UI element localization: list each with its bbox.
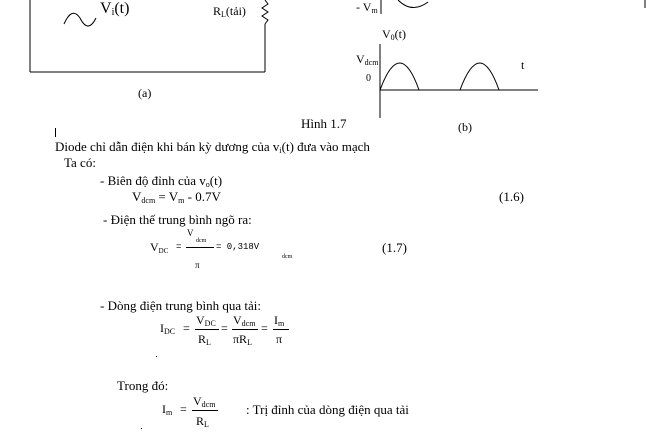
item2-line: - Điện thế trung bình ngõ ra:	[103, 212, 252, 227]
idc-f1-den	[198, 332, 211, 347]
taco-line: Ta có:	[64, 155, 96, 170]
idc-formula	[160, 313, 300, 353]
load-label-main: R	[213, 4, 222, 18]
im-num-sub: dcm	[201, 400, 216, 409]
eq17-den: π	[195, 260, 200, 270]
idc-f3-bar	[273, 329, 289, 330]
figure-caption: Hình 1.7	[301, 116, 347, 131]
peak-label-main: V	[356, 52, 365, 66]
eq16-c: - 0.7V	[184, 189, 221, 204]
idc-f1-num-main: V	[196, 313, 205, 327]
top-graph-label-sub: m	[371, 6, 378, 15]
eq17-rhs: = 0,318V	[216, 242, 260, 252]
im-bar	[192, 410, 218, 411]
peak-label-sub: dcm	[364, 58, 379, 67]
item1-line	[100, 173, 222, 189]
vo-axis-label-sub: 0	[390, 33, 395, 42]
im-num-main: V	[193, 394, 202, 408]
source-label-sub: i	[111, 7, 115, 18]
idc-eq2: =	[221, 321, 228, 335]
top-graph-label	[356, 0, 378, 15]
idc-f2-bar	[232, 329, 258, 330]
idc-f2-num-sub: dcm	[241, 319, 256, 328]
idc-lhs-main: I	[160, 321, 164, 335]
im-lhs	[162, 402, 172, 417]
text-cursor-mark	[55, 128, 56, 137]
idc-f1-num	[196, 313, 216, 328]
idc-f2-den	[233, 332, 252, 347]
dot-mark-2	[141, 428, 142, 429]
load-label	[213, 4, 246, 19]
eq17-rhs-sub: dcm	[282, 254, 293, 260]
im-desc: : Trị đỉnh của dòng điện qua tải	[246, 402, 409, 417]
vo-half-wave-2	[460, 63, 499, 90]
idc-f3-num	[274, 313, 284, 328]
eq17-num-sub: dcm	[196, 238, 207, 244]
source-label-main: V	[100, 0, 112, 17]
source-label	[100, 0, 129, 18]
idc-f2-den-sub: L	[247, 338, 252, 347]
im-den	[196, 414, 209, 429]
idc-f2-den-main: πR	[233, 332, 248, 346]
source-label-tail: (t)	[114, 0, 130, 17]
vo-half-wave-1	[380, 63, 419, 90]
resistor-icon	[262, 0, 268, 24]
idc-f3-num-main: I	[274, 313, 278, 327]
vo-axis-label	[382, 27, 406, 42]
idc-f2-num-main: V	[233, 313, 242, 327]
idc-lhs-sub: DC	[164, 327, 176, 336]
eq16-a: V	[132, 189, 142, 204]
top-graph-wave	[398, 0, 428, 8]
item1-sub: o	[205, 180, 210, 189]
graph-caption: (b)	[458, 120, 472, 134]
vo-axis-label-tail: (t)	[394, 27, 406, 41]
eq17-num-main: V	[187, 228, 194, 238]
intro-sub: i	[279, 146, 282, 155]
im-den-main: R	[196, 414, 205, 428]
eq16-b: = V	[155, 189, 179, 204]
im-eq: =	[180, 402, 187, 416]
idc-f2-num	[233, 313, 255, 328]
idc-eq1: =	[183, 321, 190, 335]
eq16	[132, 189, 221, 205]
idc-f3-den: π	[276, 332, 283, 346]
vo-axis-label-main: V	[382, 27, 391, 41]
idc-f1-num-sub: DC	[204, 319, 216, 328]
circuit-caption: (a)	[138, 86, 152, 100]
eq17-eq: =	[176, 242, 182, 252]
idc-f1-den-sub: L	[206, 338, 211, 347]
item3-line: - Dòng điện trung bình qua tải:	[100, 298, 262, 313]
eq16-sub2: m	[178, 196, 185, 205]
zero-label: 0	[366, 73, 371, 84]
load-label-sub: L	[221, 10, 226, 19]
eq17-lhs	[150, 240, 168, 255]
eq16-sub1: dcm	[141, 196, 156, 205]
eq16-number: (1.6)	[499, 189, 524, 204]
ac-source-sine-icon	[64, 13, 96, 26]
trongdo-line: Trong đó:	[117, 378, 169, 393]
eq17-num	[187, 228, 194, 238]
dot-mark-1	[156, 356, 157, 357]
intro-a: Diode chỉ dẫn điện khi bán kỳ dương của v	[55, 139, 280, 154]
eq17-lhs-main: V	[150, 240, 159, 254]
im-den-sub: L	[204, 420, 209, 429]
idc-lhs	[160, 321, 175, 336]
peak-label	[356, 52, 378, 67]
im-lhs-main: I	[162, 402, 166, 416]
intro-line	[55, 139, 370, 155]
top-graph-label-main: - V	[356, 0, 372, 14]
load-label-tail: (tải)	[225, 4, 246, 18]
idc-f1-den-main: R	[198, 332, 207, 346]
item1-a: - Biên độ đỉnh của v	[100, 173, 206, 188]
eq17	[150, 228, 300, 268]
idc-f3-num-sub: m	[278, 319, 285, 328]
t-axis-label: t	[521, 58, 525, 72]
eq17-lhs-sub: DC	[158, 247, 169, 255]
im-formula	[162, 394, 482, 432]
im-num	[193, 394, 215, 409]
item1-b: (t)	[209, 173, 223, 188]
eq17-number: (1.7)	[382, 240, 407, 255]
intro-b: (t) đưa vào mạch	[281, 139, 370, 154]
idc-f1-bar	[195, 329, 219, 330]
idc-eq3: =	[261, 321, 268, 335]
eq17-fraction-bar	[186, 247, 214, 248]
im-lhs-sub: m	[166, 408, 173, 417]
